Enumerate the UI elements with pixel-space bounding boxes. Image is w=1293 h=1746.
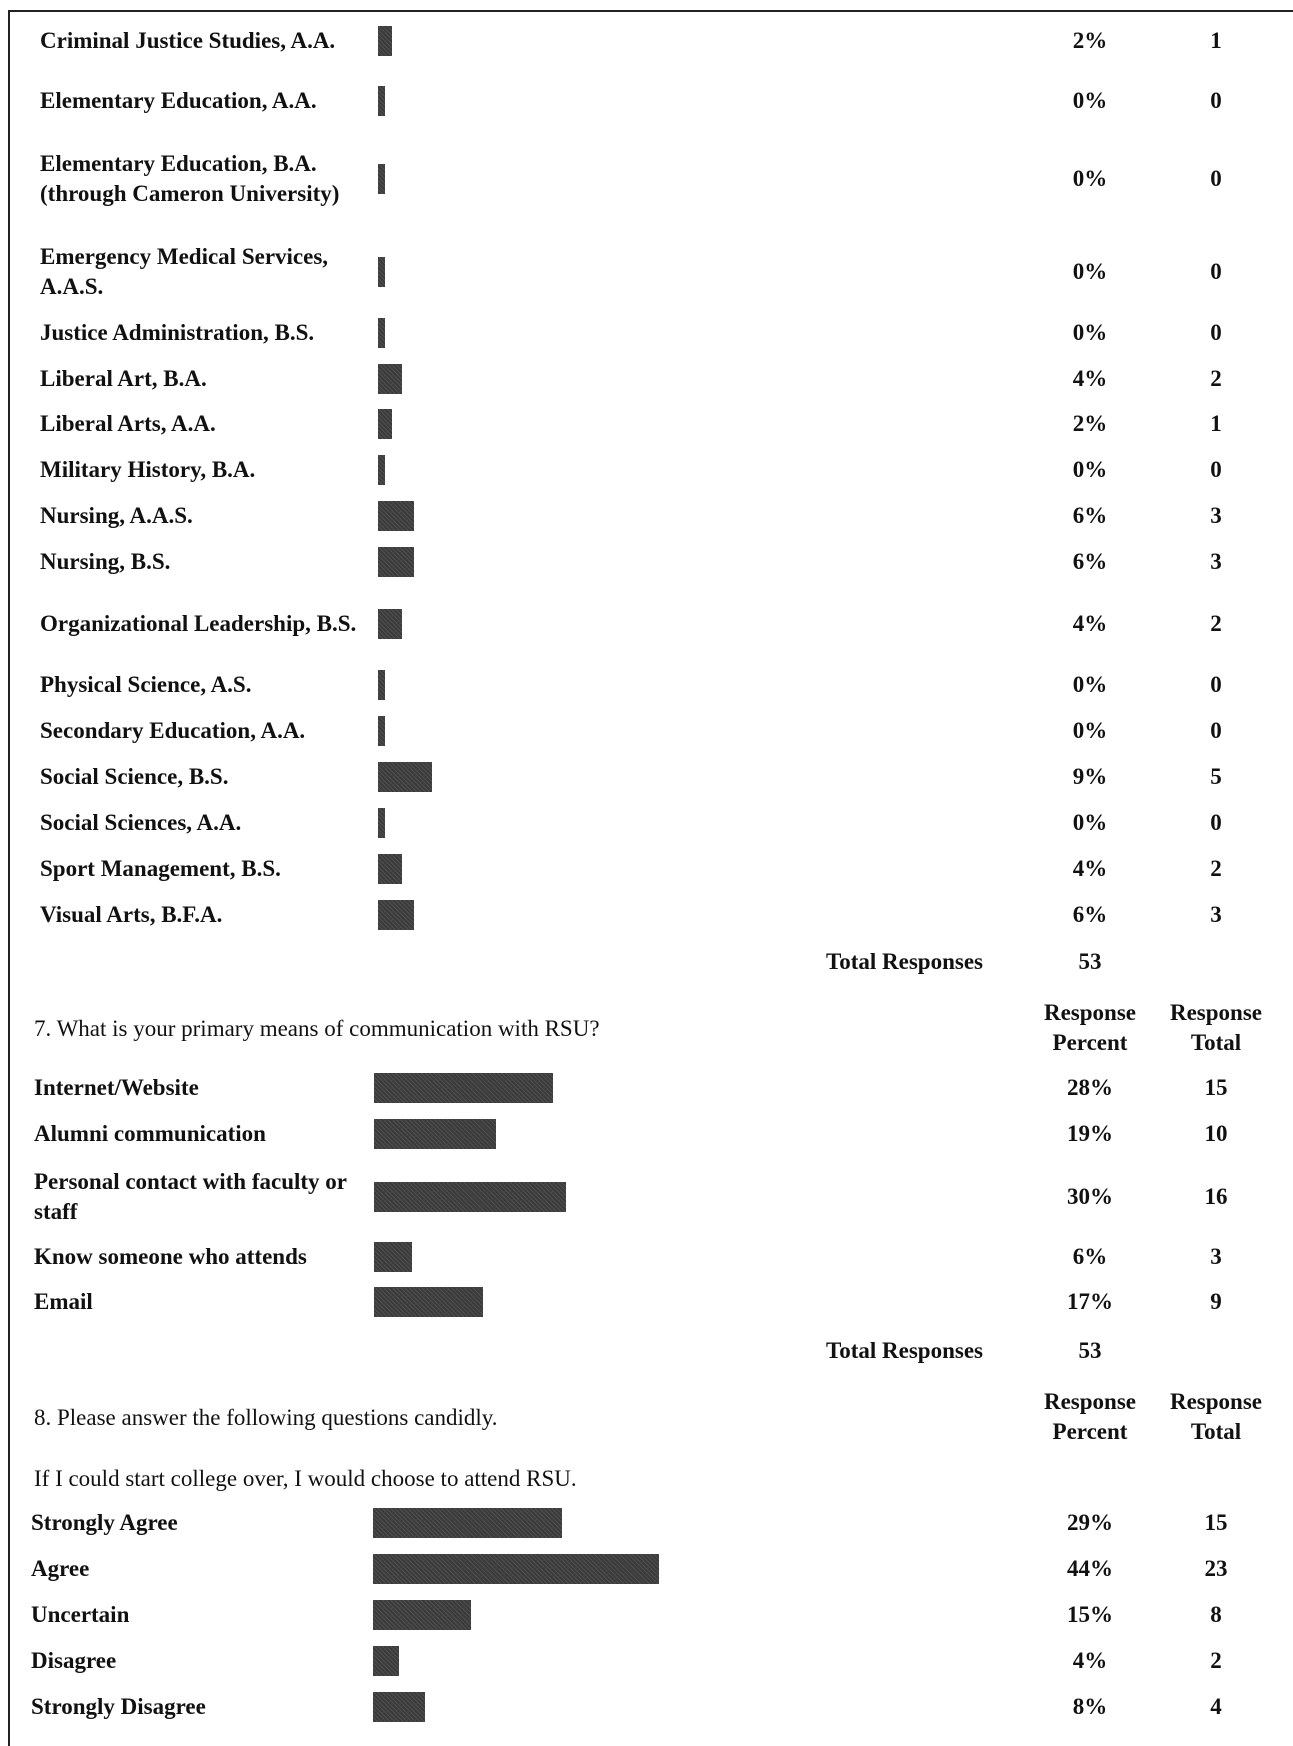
- q6-row-bar: [378, 854, 402, 884]
- q6-row-total: 2: [1210, 611, 1222, 636]
- q6-row-bar: [378, 547, 414, 577]
- q7-row-bar: [374, 1182, 566, 1212]
- q8-row-bar: [373, 1600, 471, 1630]
- q6-row-bar: [378, 808, 385, 838]
- q6-row-percent: 6%: [1072, 902, 1108, 927]
- q7-row-percent: 17%: [1067, 1289, 1113, 1314]
- q6-row-label: Emergency Medical Services, A.A.S.: [40, 244, 329, 299]
- q7-header-total: [1151, 998, 1281, 1058]
- q7-total-label: Total Responses: [826, 1338, 983, 1363]
- q8-row-label: Agree: [31, 1556, 90, 1581]
- q6-row-bar: [378, 455, 385, 485]
- q6-total-value: 53: [1078, 949, 1102, 974]
- q8-row-label: Uncertain: [31, 1602, 130, 1627]
- q6-row-label: Elementary Education, A.A.: [40, 88, 317, 113]
- q6-row-total: 0: [1210, 718, 1222, 743]
- q8-row-bar: [373, 1554, 659, 1584]
- q6-row-total: 0: [1210, 259, 1222, 284]
- q6-row-total: 0: [1210, 457, 1222, 482]
- q6-row-percent: 0%: [1072, 672, 1108, 697]
- q6-row-percent: 4%: [1072, 366, 1108, 391]
- q8-row-label: Disagree: [31, 1648, 117, 1673]
- q8-header-percent-line1: Response: [1043, 1389, 1136, 1414]
- q6-row-percent: 0%: [1072, 259, 1108, 284]
- q7-row-percent: 19%: [1067, 1121, 1113, 1146]
- q7-header-total-line2: Total: [1190, 1030, 1242, 1055]
- q7-row-total: 3: [1210, 1244, 1222, 1269]
- q6-row-label: Liberal Art, B.A.: [40, 366, 207, 391]
- q6-row-bar: [378, 318, 385, 348]
- q7-row-bar: [374, 1073, 553, 1103]
- q7-row-bar: [374, 1119, 496, 1149]
- q8-row-bar: [373, 1508, 562, 1538]
- q6-row-percent: 0%: [1072, 718, 1108, 743]
- q6-row-total: 2: [1210, 366, 1222, 391]
- q7-header-percent-line1: Response: [1043, 1000, 1136, 1025]
- q8-row-total: 15: [1204, 1510, 1228, 1535]
- q8-row-label: Strongly Disagree: [31, 1694, 206, 1719]
- q6-row-bar: [378, 716, 385, 746]
- q6-row-total: 0: [1210, 166, 1222, 191]
- q6-row-bar: [378, 257, 385, 287]
- q7-row-total: 9: [1210, 1289, 1222, 1314]
- q6-row-bar: [378, 501, 414, 531]
- q7-header-total-line1: Response: [1169, 1000, 1262, 1025]
- q6-total-label: Total Responses: [826, 949, 983, 974]
- q6-row-label: Social Sciences, A.A.: [40, 810, 242, 835]
- q6-row-bar: [378, 762, 432, 792]
- q7-row-label: Know someone who attends: [34, 1244, 307, 1269]
- q6-row-percent: 9%: [1072, 764, 1108, 789]
- q6-row-label: Nursing, B.S.: [40, 549, 171, 574]
- q7-row-percent: 28%: [1067, 1075, 1113, 1100]
- q6-row-bar: [378, 26, 392, 56]
- q8-subquestion: If I could start college over, I would choose to attend RSU.: [34, 1466, 577, 1491]
- q8-header-percent-line2: Percent: [1052, 1419, 1128, 1444]
- q6-row-label: Physical Science, A.S.: [40, 672, 252, 697]
- q6-row-total: 3: [1210, 549, 1222, 574]
- q6-row-percent: 6%: [1072, 503, 1108, 528]
- q6-row-bar: [378, 364, 402, 394]
- q6-row-bar: [378, 900, 414, 930]
- q6-row-label: Liberal Arts, A.A.: [40, 411, 216, 436]
- q7-row-label: Alumni communication: [34, 1121, 266, 1146]
- q7-row-percent: 6%: [1072, 1244, 1108, 1269]
- q6-row-percent: 4%: [1072, 611, 1108, 636]
- q8-row-percent: 44%: [1067, 1556, 1113, 1581]
- q7-row-total: 10: [1204, 1121, 1228, 1146]
- q6-row-total: 0: [1210, 320, 1222, 345]
- q6-row-bar: [378, 409, 392, 439]
- q6-row-percent: 0%: [1072, 810, 1108, 835]
- q6-row-bar: [378, 86, 385, 116]
- page-border-top: [8, 10, 1293, 12]
- q6-row-percent: 2%: [1072, 28, 1108, 53]
- q8-row-label: Strongly Agree: [31, 1510, 178, 1535]
- q6-row-percent: 0%: [1072, 320, 1108, 345]
- q6-row-total: 3: [1210, 503, 1222, 528]
- q8-header-total: [1151, 1387, 1281, 1447]
- page-border-left: [8, 10, 10, 1746]
- q8-row-percent: 29%: [1067, 1510, 1113, 1535]
- q8-row-total: 4: [1210, 1694, 1222, 1719]
- q6-row-label: Visual Arts, B.F.A.: [40, 902, 223, 927]
- q6-row-bar: [378, 670, 385, 700]
- q6-row-label: Criminal Justice Studies, A.A.: [40, 28, 336, 53]
- q6-row-total: 1: [1210, 28, 1222, 53]
- q6-row-percent: 0%: [1072, 88, 1108, 113]
- q8-row-bar: [373, 1646, 399, 1676]
- q8-row-percent: 15%: [1067, 1602, 1113, 1627]
- q8-header-percent: [1025, 1387, 1155, 1447]
- q6-row-label: Elementary Education, B.A. (through Cameron University): [40, 151, 340, 206]
- q8-header-total-line1: Response: [1169, 1389, 1262, 1414]
- q6-row-total: 0: [1210, 88, 1222, 113]
- q6-row-label: Nursing, A.A.S.: [40, 503, 193, 528]
- q8-header-total-line2: Total: [1190, 1419, 1242, 1444]
- q8-row-percent: 8%: [1072, 1694, 1108, 1719]
- q7-row-bar: [374, 1287, 483, 1317]
- q6-row-total: 1: [1210, 411, 1222, 436]
- q7-question: 7. What is your primary means of communication with RSU?: [34, 1016, 600, 1041]
- q8-row-total: 8: [1210, 1602, 1222, 1627]
- q7-total-value: 53: [1078, 1338, 1102, 1363]
- q6-row-label: Social Science, B.S.: [40, 764, 229, 789]
- q6-row-label: Secondary Education, A.A.: [40, 718, 306, 743]
- q8-row-total: 23: [1204, 1556, 1228, 1581]
- q8-row-percent: 4%: [1072, 1648, 1108, 1673]
- q6-row-total: 2: [1210, 856, 1222, 881]
- q6-row-label: Justice Administration, B.S.: [40, 320, 315, 345]
- q6-row-percent: 0%: [1072, 166, 1108, 191]
- q7-row-total: 15: [1204, 1075, 1228, 1100]
- q6-row-total: 3: [1210, 902, 1222, 927]
- q6-row-percent: 6%: [1072, 549, 1108, 574]
- q6-row-percent: 4%: [1072, 856, 1108, 881]
- q8-row-bar: [373, 1692, 425, 1722]
- q6-row-total: 0: [1210, 810, 1222, 835]
- q6-row-label: Sport Management, B.S.: [40, 856, 281, 881]
- q7-row-total: 16: [1204, 1184, 1228, 1209]
- q6-row-bar: [378, 164, 385, 194]
- q6-row-percent: 0%: [1072, 457, 1108, 482]
- q7-row-percent: 30%: [1067, 1184, 1113, 1209]
- q7-row-bar: [374, 1242, 412, 1272]
- q7-row-label: Email: [34, 1289, 93, 1314]
- q8-row-total: 2: [1210, 1648, 1222, 1673]
- q7-header-percent: [1025, 998, 1155, 1058]
- q7-row-label: Personal contact with faculty or staff: [34, 1169, 347, 1224]
- q8-question: 8. Please answer the following questions candidly.: [34, 1405, 498, 1430]
- q6-row-total: 5: [1210, 764, 1222, 789]
- q6-row-percent: 2%: [1072, 411, 1108, 436]
- q6-row-bar: [378, 609, 402, 639]
- q7-header-percent-line2: Percent: [1052, 1030, 1128, 1055]
- q6-row-label: Military History, B.A.: [40, 457, 256, 482]
- q7-row-label: Internet/Website: [34, 1075, 199, 1100]
- q6-row-total: 0: [1210, 672, 1222, 697]
- q6-row-label: Organizational Leadership, B.S.: [40, 611, 357, 636]
